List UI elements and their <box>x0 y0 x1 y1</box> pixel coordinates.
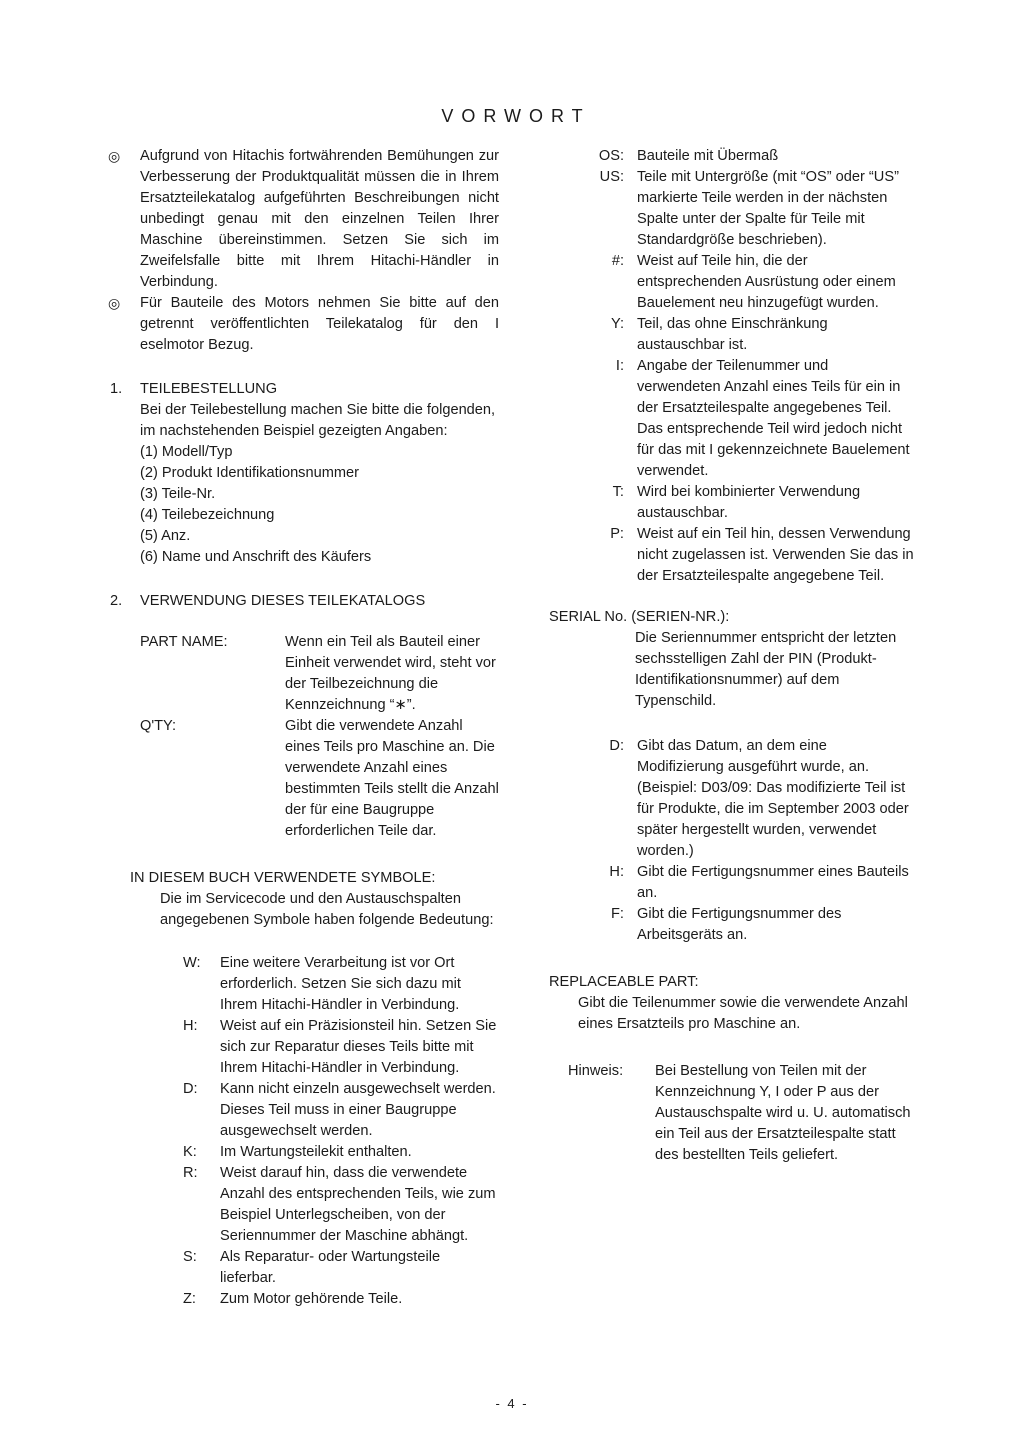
symbol-definition-k <box>183 1142 499 1163</box>
definition-text: Wenn ein Teil als Bauteil einer Einheit verwendet wird, steht vor der Teilbezeichnung die Kennzeichnung “∗”. <box>285 634 496 713</box>
symbol-definition-s <box>183 1247 499 1289</box>
intro-note-1 <box>103 146 499 293</box>
symbol-term: I: <box>615 358 624 374</box>
symbol-text: Weist auf Teile hin, die der entsprechenden Ausrüstung oder einem Bauelement neu hinzugefügt wurden. <box>637 253 896 311</box>
symbol-definition-hash <box>549 251 915 314</box>
hint-term: Hinweis: <box>568 1063 624 1079</box>
symbol-definition-t <box>549 482 915 524</box>
double-circle-bullet: ◎ <box>108 148 121 164</box>
symbol-text: Zum Motor gehörende Teile. <box>220 1291 403 1307</box>
intro-note-2-text: Für Bauteile des Motors nehmen Sie bitte auf den getrennt veröffentlichten Teilekatalog für den I eselmotor Bezug. <box>140 295 499 353</box>
symbol-term: D: <box>609 738 624 754</box>
catalog-usage-definitions <box>140 632 499 842</box>
symbol-text: Wird bei kombinierter Verwendung austauschbar. <box>637 484 861 521</box>
definition-qty <box>140 716 499 842</box>
symbol-term: #: <box>611 253 624 269</box>
left-column <box>103 146 499 1310</box>
serial-heading: SERIAL No. (SERIEN-NR.): <box>549 609 730 625</box>
symbols-intro: Die im Servicecode und den Austauschspalten angegebenen Symbole haben folgende Bedeutung: <box>160 891 494 928</box>
serial-number-section <box>549 607 915 712</box>
section-teilebestellung <box>103 379 499 568</box>
symbol-text: Weist auf ein Teil hin, dessen Verwendung nicht zugelassen ist. Verwenden Sie das in der Ersatzteilespalte angegebene Teil. <box>637 526 914 584</box>
symbol-text: Weist darauf hin, dass die verwendete Anzahl des entsprechenden Teils, wie zum Beispiel Unterlegscheiben, von der Seriennummer der Maschine abhängt. <box>220 1165 496 1244</box>
order-info-item: (6) Name und Anschrift des Käufers <box>140 549 372 565</box>
section-1-intro: Bei der Teilebestellung machen Sie bitte die folgenden, im nachstehenden Beispiel gezeigten Angaben: <box>140 402 496 439</box>
symbol-definition-w <box>183 953 499 1016</box>
date-code-definition-list <box>549 736 915 946</box>
definition-part-name <box>140 632 499 716</box>
right-column <box>549 146 915 1310</box>
date-definition-f <box>549 904 915 946</box>
hint-note <box>568 1061 915 1166</box>
definition-term: PART NAME: <box>140 634 228 650</box>
symbol-text: Kann nicht einzeln ausgewechselt werden. Dieses Teil muss in einer Baugruppe ausgewechselt werden. <box>220 1081 496 1139</box>
symbol-text: Eine weitere Verarbeitung ist vor Ort erforderlich. Setzen Sie sich dazu mit Ihrem Hitachi-Händler in Verbindung. <box>220 955 461 1013</box>
symbol-term: W: <box>183 955 201 971</box>
date-definition-d <box>549 736 915 862</box>
symbol-text: Bauteile mit Übermaß <box>637 148 779 164</box>
replaceable-text: Gibt die Teilenummer sowie die verwendete Anzahl eines Ersatzteils pro Maschine an. <box>578 995 908 1032</box>
section-verwendung <box>103 591 499 842</box>
symbol-term: D: <box>183 1081 198 1097</box>
symbol-text: Gibt die Fertigungsnummer des Arbeitsgeräts an. <box>637 906 842 943</box>
symbol-definition-list <box>183 953 499 1310</box>
order-info-item: (3) Teile-Nr. <box>140 486 216 502</box>
replaceable-heading: REPLACEABLE PART: <box>549 974 699 990</box>
symbol-definition-y <box>549 314 915 356</box>
symbols-heading: IN DIESEM BUCH VERWENDETE SYMBOLE: <box>130 870 436 886</box>
symbol-definition-h <box>183 1016 499 1079</box>
hint-text: Bei Bestellung von Teilen mit der Kennzeichnung Y, I oder P aus der Austauschspalte wird u. U. automatisch ein Teil aus der Ersatzteilespalte statt des bestellten Teils geliefert. <box>655 1063 911 1163</box>
symbol-text: Als Reparatur- oder Wartungsteile lieferbar. <box>220 1249 441 1286</box>
symbol-term: US: <box>599 169 624 185</box>
symbol-text: Weist auf ein Präzisionsteil hin. Setzen Sie sich zur Reparatur dieses Teils bitte mit Ihrem Hitachi-Händler in Verbindung. <box>220 1018 497 1076</box>
symbol-definition-os <box>549 146 915 167</box>
symbol-definition-p <box>549 524 915 587</box>
symbol-term: T: <box>612 484 624 500</box>
order-info-item: (4) Teilebezeichnung <box>140 507 275 523</box>
section-2-number: 2. <box>110 593 123 609</box>
symbol-text: Gibt das Datum, an dem eine Modifizierung ausgeführt wurde, an. (Beispiel: D03/09: Das modifizierte Teil ist für Produkte, die im September 2003 oder später hergestellt wurden, verwendet worden.) <box>637 738 909 859</box>
symbol-definition-i <box>549 356 915 482</box>
section-2-heading-row <box>103 591 499 612</box>
definition-term: Q'TY: <box>140 718 177 734</box>
symbol-term: K: <box>183 1144 197 1160</box>
double-circle-bullet: ◎ <box>108 295 121 311</box>
symbol-term: OS: <box>598 148 624 164</box>
definition-text: Gibt die verwendete Anzahl eines Teils pro Maschine an. Die verwendete Anzahl eines bestimmten Teils stellt die Anzahl der für eine Baugruppe erforderlichen Teile dar. <box>285 718 499 839</box>
symbol-term: F: <box>611 906 624 922</box>
symbol-term: S: <box>183 1249 197 1265</box>
symbol-definition-r <box>183 1163 499 1247</box>
page-number: - 4 - <box>495 1396 529 1411</box>
symbol-term: Z: <box>183 1291 196 1307</box>
section-2-heading: VERWENDUNG DIESES TEILEKATALOGS <box>140 593 426 609</box>
symbol-text: Teil, das ohne Einschränkung austauschbar ist. <box>637 316 828 353</box>
symbol-term: R: <box>183 1165 198 1181</box>
order-info-item: (1) Modell/Typ <box>140 444 233 460</box>
section-1-heading-row <box>103 379 499 400</box>
symbol-text: Im Wartungsteilekit enthalten. <box>220 1144 412 1160</box>
serial-text: Die Seriennummer entspricht der letzten sechsstelligen Zahl der PIN (Produkt-Identifikationsnummer) auf dem Typenschild. <box>635 630 897 709</box>
symbol-definition-d <box>183 1079 499 1142</box>
symbol-term: Y: <box>611 316 624 332</box>
order-info-item: (5) Anz. <box>140 528 191 544</box>
order-info-item: (2) Produkt Identifikationsnummer <box>140 465 359 481</box>
symbol-term: H: <box>183 1018 198 1034</box>
section-1-heading: TEILEBESTELLUNG <box>140 381 278 397</box>
symbol-text: Gibt die Fertigungsnummer eines Bauteils an. <box>637 864 909 901</box>
symbol-term: P: <box>610 526 624 542</box>
two-column-layout <box>103 146 1024 1310</box>
section-1-number: 1. <box>110 381 123 397</box>
intro-note-2 <box>103 293 499 356</box>
symbol-text: Teile mit Untergröße (mit “OS” oder “US” markierte Teile werden in der nächsten Spalte unter der Spalte für Teile mit Standardgröße beschrieben). <box>637 169 899 248</box>
page-title: VORWORT <box>441 106 591 126</box>
date-definition-h <box>549 862 915 904</box>
replaceable-part-section <box>549 972 915 1035</box>
intro-note-1-text: Aufgrund von Hitachis fortwährenden Bemühungen zur Verbesserung der Produktqualität müssen die in Ihrem Ersatzteilekatalog aufgeführten Beschreibungen nicht unbedingt genau mit den einzelnen Teilen Ihrer Maschine übereinstimmen. Setzen Sie sich im Zweifelsfalle bitte mit Ihrem Hitachi-Händler in Verbindung. <box>140 148 499 290</box>
symbol-text: Angabe der Teilenummer und verwendeten Anzahl eines Teils für ein in der Ersatzteilespalte angegebenes Teil. Das entsprechende Teil wird jedoch nicht für das mit I gekennzeichnete Bauelement verwendet. <box>637 358 910 479</box>
symbol-definition-us <box>549 167 915 251</box>
service-code-definition-list <box>549 146 915 587</box>
symbol-definition-z <box>183 1289 499 1310</box>
symbol-term: H: <box>609 864 624 880</box>
